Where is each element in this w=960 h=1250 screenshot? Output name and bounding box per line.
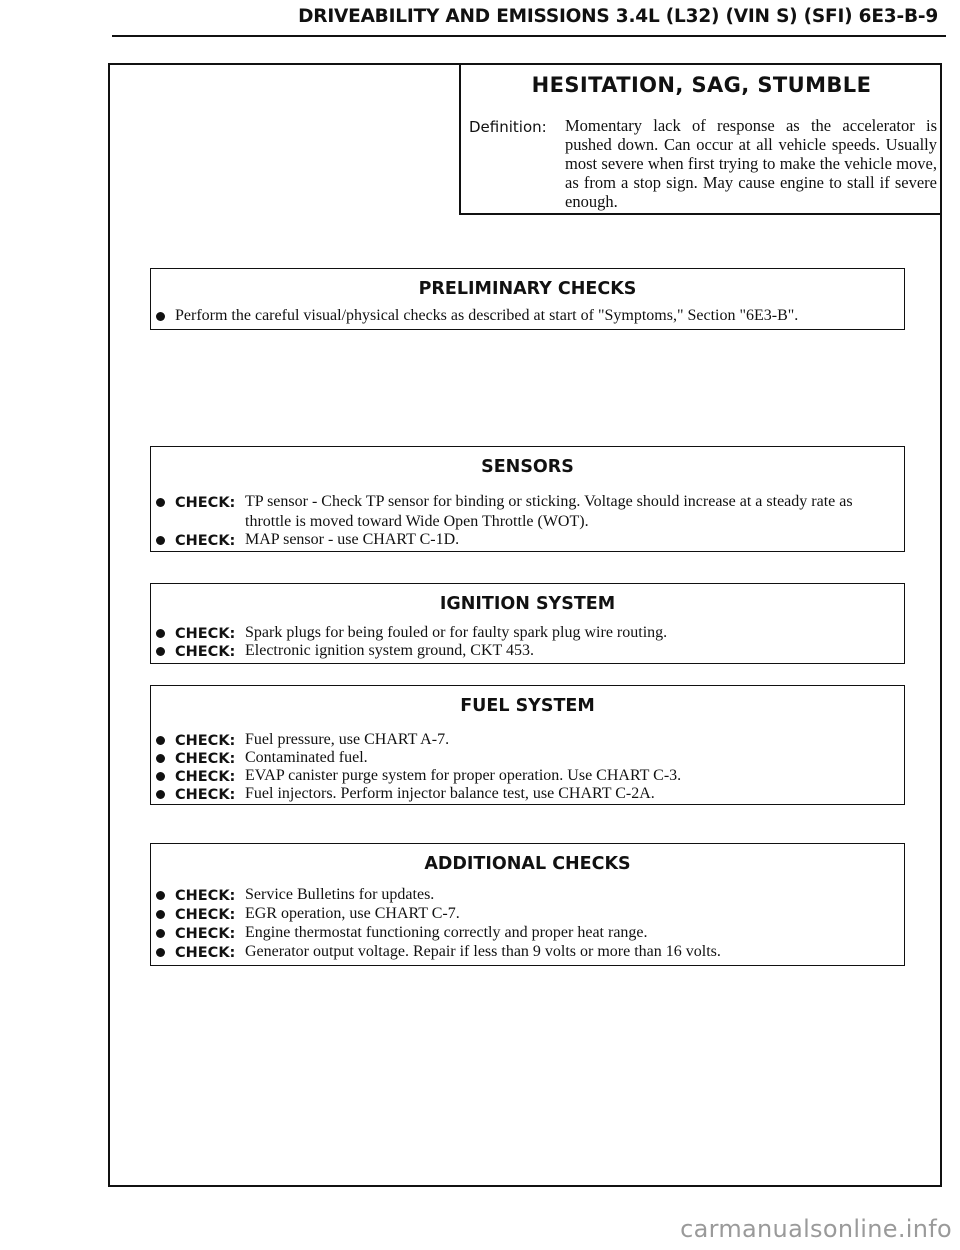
symptom-title: HESITATION, SAG, STUMBLE	[531, 73, 872, 97]
item-label: CHECK:	[175, 644, 236, 660]
bullet-icon	[156, 498, 165, 507]
header-rule	[112, 35, 946, 37]
section-title: PRELIMINARY CHECKS	[418, 279, 637, 299]
symptom-box	[459, 63, 942, 215]
ignition-system-section	[150, 583, 905, 664]
bullet-icon	[156, 536, 165, 545]
item-label: CHECK:	[175, 533, 236, 549]
item-text: TP sensor - Check TP sensor for binding or sticking. Voltage should increase at a steady rate as throttle is moved toward Wide Open Throttle (WOT).	[245, 493, 853, 530]
item-label: CHECK:	[175, 787, 236, 803]
bullet-icon	[156, 948, 165, 957]
item-text: MAP sensor - use CHART C-1D.	[245, 531, 460, 548]
item-text: Fuel injectors. Perform injector balance test, use CHART C-2A.	[245, 785, 655, 802]
bullet-icon	[156, 736, 165, 745]
item-label: CHECK:	[175, 751, 236, 767]
additional-checks-section	[150, 843, 905, 966]
bullet-icon	[156, 891, 165, 900]
item-label: CHECK:	[175, 945, 236, 961]
fuel-system-section	[150, 685, 905, 805]
section-title: IGNITION SYSTEM	[439, 594, 616, 614]
bullet-icon	[156, 910, 165, 919]
section-title: ADDITIONAL CHECKS	[424, 854, 631, 874]
preliminary-checks-section	[150, 268, 905, 330]
item-text: Generator output voltage. Repair if less than 9 volts or more than 16 volts.	[245, 943, 721, 960]
definition-label: Definition:	[469, 118, 547, 136]
bullet-icon	[156, 929, 165, 938]
page-header-title: DRIVEABILITY AND EMISSIONS 3.4L (L32) (VIN S) (SFI) 6E3-B-9	[298, 6, 938, 27]
item-label: CHECK:	[175, 769, 236, 785]
item-text: Electronic ignition system ground, CKT 453.	[245, 642, 535, 659]
item-text: Fuel pressure, use CHART A-7.	[245, 731, 450, 748]
definition-text: Momentary lack of response as the accelerator is pushed down. Can occur at all vehicle speeds. Usually most severe when first trying to make the vehicle move, as from a stop sign. May cause engine to stall if severe enough.	[565, 116, 937, 211]
sensors-section	[150, 446, 905, 552]
watermark: carmanualsonline.info	[680, 1215, 952, 1243]
item-label: CHECK:	[175, 495, 236, 511]
item-text: Perform the careful visual/physical checks as described at start of "Symptoms," Section "6E3-B".	[175, 307, 799, 324]
bullet-icon	[156, 629, 165, 638]
bullet-icon	[156, 312, 165, 321]
bullet-icon	[156, 790, 165, 799]
page-header	[0, 0, 960, 40]
item-text: Engine thermostat functioning correctly and proper heat range.	[245, 924, 648, 941]
bullet-icon	[156, 772, 165, 781]
item-text: Spark plugs for being fouled or for faulty spark plug wire routing.	[245, 624, 668, 641]
item-text: EGR operation, use CHART C-7.	[245, 905, 460, 922]
item-label: CHECK:	[175, 733, 236, 749]
section-title: FUEL SYSTEM	[460, 696, 595, 716]
item-label: CHECK:	[175, 626, 236, 642]
item-label: CHECK:	[175, 907, 236, 923]
item-text: Contaminated fuel.	[245, 749, 368, 766]
bullet-icon	[156, 754, 165, 763]
bullet-icon	[156, 647, 165, 656]
section-title: SENSORS	[481, 457, 574, 477]
item-text: EVAP canister purge system for proper operation. Use CHART C-3.	[245, 767, 682, 784]
item-text: Service Bulletins for updates.	[245, 886, 435, 903]
item-label: CHECK:	[175, 926, 236, 942]
item-label: CHECK:	[175, 888, 236, 904]
